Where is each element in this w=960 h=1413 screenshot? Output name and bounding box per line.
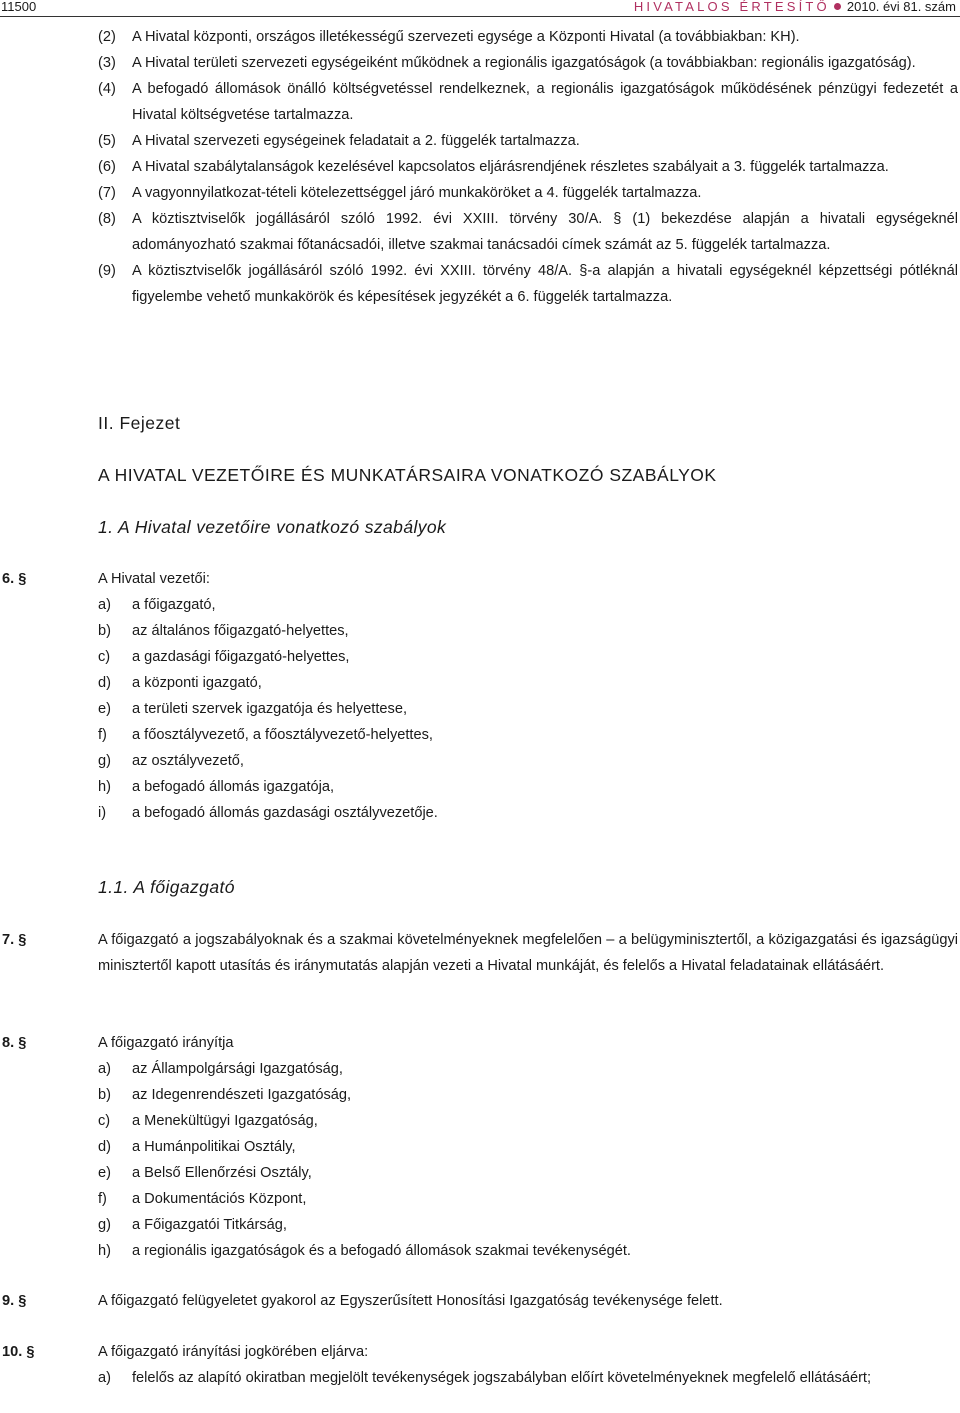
page-number: 11500 [1, 0, 37, 14]
list-item: d) a Humánpolitikai Osztály, [98, 1139, 296, 1155]
list-item: d) a központi igazgató, [98, 675, 262, 691]
list-item: c) a Menekültügyi Igazgatóság, [98, 1113, 318, 1129]
intro-paragraphs [98, 24, 958, 310]
list-item: h) a regionális igazgatóságok és a befogadó állomások szakmai tevékenységét. [98, 1243, 631, 1259]
journal-title: HIVATALOS ÉRTESÍTŐ [633, 0, 830, 14]
list-item: b) az általános főigazgató-helyettes, [98, 623, 349, 639]
section-intro: A főigazgató irányítja [98, 1035, 234, 1051]
section-number: 10. § [2, 1344, 35, 1360]
list-item: h) a befogadó állomás igazgatója, [98, 779, 335, 795]
paragraph: (7) A vagyonnyilatkozat-tételi kötelezettséggel járó munkaköröket a 4. függelék tartalmazza. [98, 185, 702, 201]
paragraph: (5) A Hivatal szervezeti egységeinek feladatait a 2. függelék tartalmazza. [98, 133, 580, 149]
header-right [634, 0, 956, 14]
section-intro: A főigazgató irányítási jogkörében eljárva: [98, 1344, 369, 1360]
section-text: A főigazgató a jogszabályoknak és a szakmai követelményeknek megfelelően – a belügyminisztertől, a közigazgatási és igazságügyi minisztertől kapott utasítás és iránymutatás alapján vezeti a Hivatal munkáját, és felelős a Hivatal feladatainak ellátásáért. [98, 932, 958, 974]
section-body [98, 1339, 958, 1391]
section-number: 9. § [2, 1293, 27, 1309]
section-body [98, 1030, 958, 1264]
page-header [0, 0, 960, 14]
list-item: a) felelős az alapító okiratban megjelölt tevékenységek jogszabályban előírt követelményeknek megfelelő ellátásáért; [98, 1370, 872, 1386]
list-item: a) az Állampolgársági Igazgatóság, [98, 1061, 343, 1077]
paragraph: (4) A befogadó állomások önálló költségvetéssel rendelkeznek, a regionális igazgatóságok működésének pénzügyi fedezetét a Hivatal költségvetése tartalmazza. [98, 81, 958, 123]
chapter-title: A HIVATAL VEZETŐIRE ÉS MUNKATÁRSAIRA VONATKOZÓ SZABÁLYOK [98, 465, 717, 485]
section-body [98, 566, 958, 826]
header-divider [0, 16, 960, 17]
section-number: 8. § [2, 1035, 27, 1051]
list-item: e) a Belső Ellenőrzési Osztály, [98, 1165, 312, 1181]
subsection-title: 1. A Hivatal vezetőire vonatkozó szabályok [98, 517, 447, 537]
paragraph: (9) A köztisztviselők jogállásáról szóló 1992. évi XXIII. törvény 48/A. §-a alapján a hivatali egységeknél képzettségi pótléknál figyelembe vehető munkakörök és képesítések jegyzékét a 6. függelék tartalmazza. [98, 263, 958, 305]
subsection-title: 1.1. A főigazgató [98, 877, 235, 897]
list-item: f) a Dokumentációs Központ, [98, 1191, 307, 1207]
section-body [98, 1288, 958, 1314]
section-number: 6. § [2, 571, 27, 587]
chapter-label: II. Fejezet [98, 413, 181, 433]
list-item: c) a gazdasági főigazgató-helyettes, [98, 649, 350, 665]
list-item: i) a befogadó állomás gazdasági osztályvezetője. [98, 805, 438, 821]
list-item: a) a főigazgató, [98, 597, 216, 613]
paragraph: (8) A köztisztviselők jogállásáról szóló 1992. évi XXIII. törvény 30/A. § (1) bekezdése alapján a hivatali egységeknél adományozható szakmai főtanácsadói, illetve szakmai tanácsadói címek számát az 5. függelék tartalmazza. [98, 211, 958, 253]
section-intro: A Hivatal vezetői: [98, 571, 210, 587]
section-body [98, 927, 958, 979]
section-text: A főigazgató felügyeletet gyakorol az Egyszerűsített Honosítási Igazgatóság tevékenysége felett. [98, 1293, 723, 1309]
list-item: g) az osztályvezető, [98, 753, 244, 769]
bullet-icon [834, 3, 841, 10]
issue-number: 2010. évi 81. szám [846, 0, 956, 14]
list-item: b) az Idegenrendészeti Igazgatóság, [98, 1087, 352, 1103]
paragraph: (6) A Hivatal szabálytalanságok kezelésével kapcsolatos eljárásrendjének részletes szabályait a 3. függelék tartalmazza. [98, 159, 889, 175]
list-item: g) a Főigazgatói Titkárság, [98, 1217, 287, 1233]
list-item: e) a területi szervek igazgatója és helyettese, [98, 701, 408, 717]
paragraph: (2) A Hivatal központi, országos illetékességű szervezeti egysége a Központi Hivatal (a továbbiakban: KH). [98, 29, 800, 45]
list-item: f) a főosztályvezető, a főosztályvezető-helyettes, [98, 727, 433, 743]
paragraph: (3) A Hivatal területi szervezeti egységeiként működnek a regionális igazgatóságok (a továbbiakban: regionális igazgatóság). [98, 55, 916, 71]
section-number: 7. § [2, 932, 27, 948]
